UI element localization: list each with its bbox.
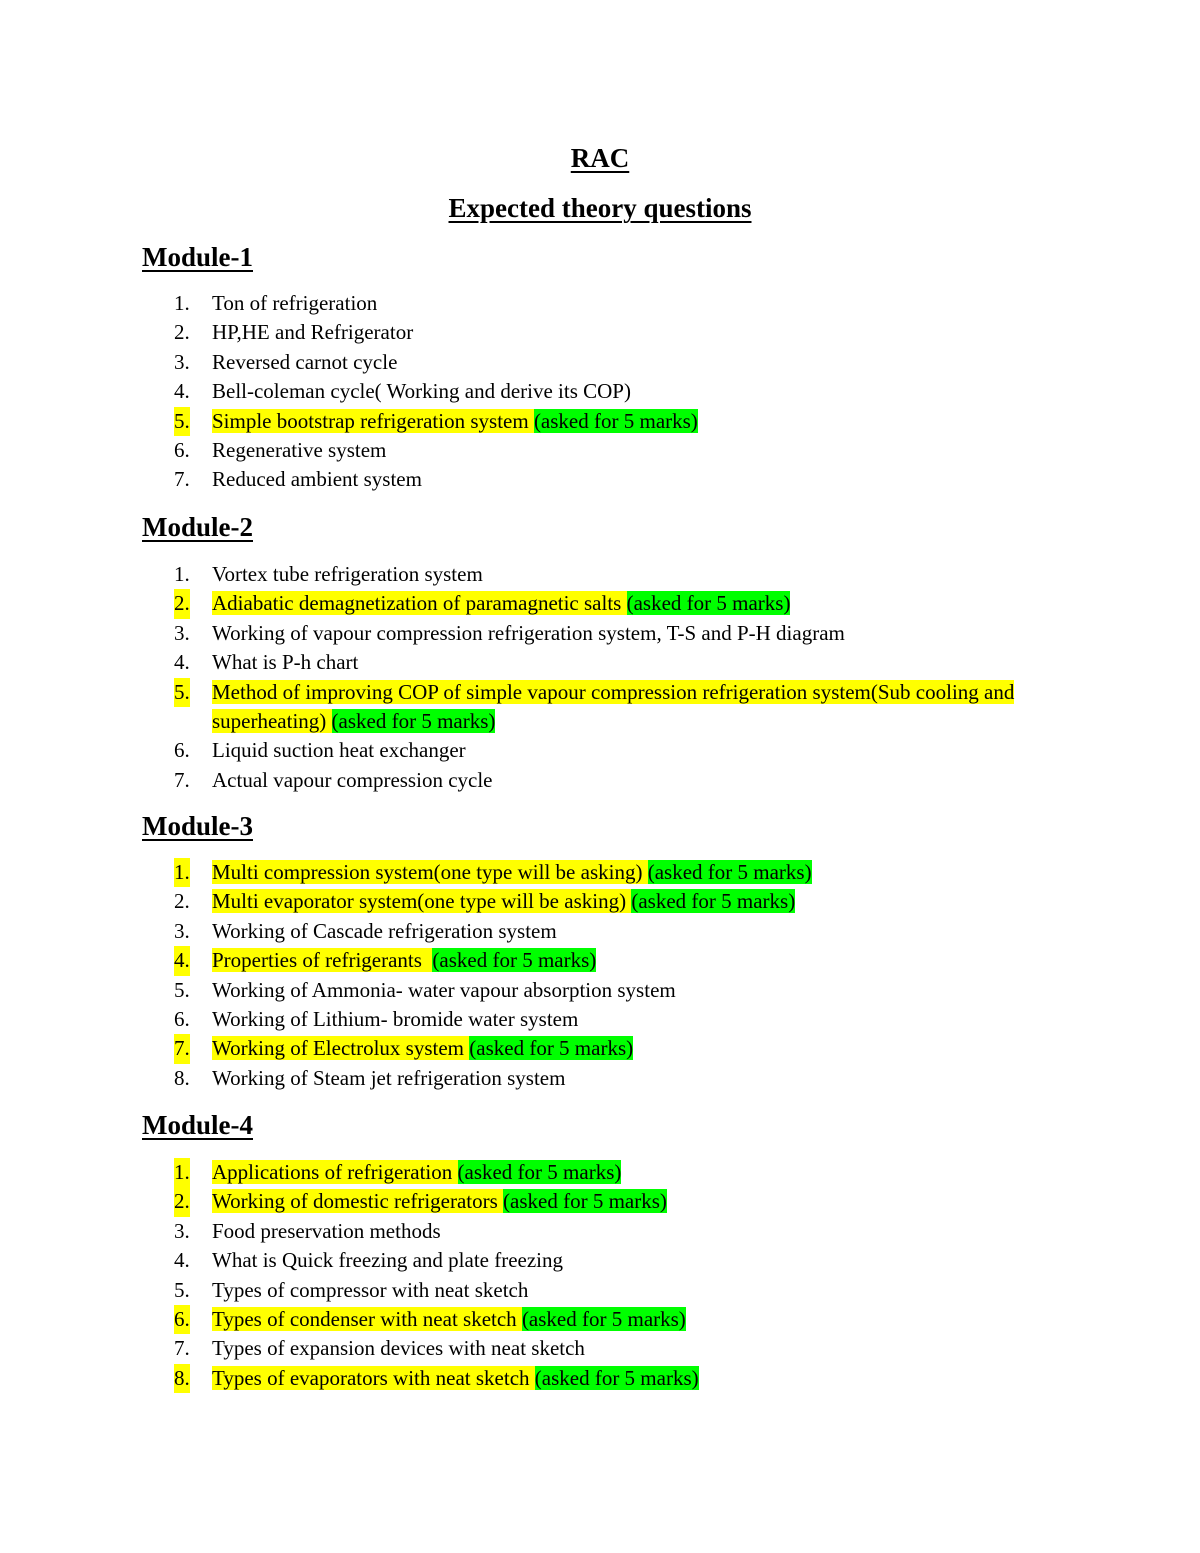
question-text: Working of domestic refrigerators (asked for 5 marks) (212, 1189, 667, 1214)
question-text: Working of vapour compression refrigeration system, T-S and P-H diagram (212, 620, 845, 645)
question-number: 6. (174, 1305, 190, 1334)
marks-tag: (asked for 5 marks) (457, 1160, 622, 1184)
question-number: 6. (174, 437, 190, 462)
question-text: Working of Steam jet refrigeration system (212, 1065, 566, 1090)
question-text: HP,HE and Refrigerator (212, 320, 414, 345)
question-text: Food preservation methods (212, 1218, 441, 1243)
marks-tag: (asked for 5 marks) (534, 1365, 699, 1390)
document-title: RAC (570, 143, 630, 173)
question-item (0, 1005, 1200, 1034)
question-item (0, 348, 1200, 377)
marks-tag: (asked for 5 marks) (469, 1036, 634, 1061)
question-number: 4. (174, 946, 190, 975)
question-number: 6. (174, 738, 190, 763)
question-text: Multi compression system(one type will be asking) (asked for 5 marks) (212, 860, 812, 884)
question-text: Multi evaporator system(one type will be asking) (asked for 5 marks) (212, 889, 796, 914)
question-item (0, 289, 1200, 318)
question-item (0, 318, 1200, 347)
question-item (0, 736, 1200, 765)
question-text: Simple bootstrap refrigeration system (asked for 5 marks) (212, 408, 698, 433)
question-item-highlighted (0, 1305, 1200, 1334)
question-text: Ton of refrigeration (212, 291, 378, 315)
question-item (0, 917, 1200, 946)
question-text: Reduced ambient system (212, 467, 422, 492)
module-3-list (0, 858, 1200, 1093)
question-number: 3. (174, 620, 190, 645)
question-text: Regenerative system (212, 437, 387, 462)
question-number: 3. (174, 1218, 190, 1243)
question-number: 6. (174, 1006, 190, 1031)
marks-tag: (asked for 5 marks) (647, 860, 812, 884)
document-subtitle: Expected theory questions (448, 193, 752, 223)
marks-tag: (asked for 5 marks) (432, 948, 597, 973)
question-text: Reversed carnot cycle (212, 349, 398, 374)
question-text: Types of condenser with neat sketch (asked for 5 marks) (212, 1306, 686, 1331)
question-text: Types of expansion devices with neat sketch (212, 1336, 585, 1361)
question-number: 1. (174, 1158, 190, 1187)
question-item-highlighted (0, 1364, 1200, 1393)
module-3-heading: Module-3 (142, 811, 253, 841)
question-item (0, 377, 1200, 406)
question-number: 1. (174, 562, 190, 586)
module-4-list (0, 1158, 1200, 1393)
module-2-heading: Module-2 (142, 512, 253, 542)
question-item-highlighted (0, 1034, 1200, 1063)
question-number: 5. (174, 1277, 190, 1302)
question-number: 8. (174, 1065, 190, 1090)
question-text: Working of Ammonia- water vapour absorption system (212, 977, 676, 1002)
module-2-list (0, 560, 1200, 795)
question-item-highlighted (0, 1158, 1200, 1187)
question-item (0, 436, 1200, 465)
question-item-highlighted (0, 678, 1200, 737)
question-item-highlighted (0, 407, 1200, 436)
question-text: Properties of refrigerants (asked for 5 marks) (212, 948, 597, 973)
question-text: Vortex tube refrigeration system (212, 562, 483, 586)
question-item (0, 766, 1200, 795)
question-number: 5. (174, 977, 190, 1002)
question-number: 2. (174, 889, 190, 914)
question-number: 5. (174, 678, 190, 707)
question-text: Types of evaporators with neat sketch (asked for 5 marks) (212, 1365, 699, 1390)
question-text: Liquid suction heat exchanger (212, 738, 466, 763)
question-text: Working of Cascade refrigeration system (212, 918, 557, 943)
question-text: Applications of refrigeration (asked for 5 marks) (212, 1160, 622, 1184)
marks-tag: (asked for 5 marks) (503, 1189, 667, 1214)
module-1-list (0, 289, 1200, 495)
question-number: 3. (174, 918, 190, 943)
question-number: 4. (174, 650, 190, 675)
module-1-heading: Module-1 (142, 242, 253, 272)
marks-tag: (asked for 5 marks) (521, 1306, 686, 1331)
question-item (0, 648, 1200, 677)
marks-tag: (asked for 5 marks) (331, 708, 496, 733)
question-number: 4. (174, 1248, 190, 1273)
question-text: What is P-h chart (212, 650, 359, 675)
question-item-highlighted (0, 1187, 1200, 1216)
question-number: 1. (174, 291, 190, 315)
question-number: 2. (174, 320, 190, 345)
question-number: 2. (174, 1187, 190, 1216)
question-number: 7. (174, 1336, 190, 1361)
question-item-highlighted (0, 858, 1200, 887)
question-text: Actual vapour compression cycle (212, 767, 493, 792)
marks-tag: (asked for 5 marks) (631, 889, 796, 914)
marks-tag: (asked for 5 marks) (533, 408, 698, 433)
question-number: 7. (174, 767, 190, 792)
question-number: 8. (174, 1364, 190, 1393)
question-item (0, 1217, 1200, 1246)
question-item (0, 619, 1200, 648)
question-number: 7. (174, 467, 190, 492)
question-item (0, 1064, 1200, 1093)
question-number: 4. (174, 379, 190, 404)
question-item (0, 465, 1200, 494)
question-item-highlighted (0, 887, 1200, 916)
question-number: 7. (174, 1034, 190, 1063)
question-text: Types of compressor with neat sketch (212, 1277, 529, 1302)
question-text: Adiabatic demagnetization of paramagnetic salts (asked for 5 marks) (212, 591, 791, 616)
question-text: What is Quick freezing and plate freezing (212, 1248, 564, 1273)
question-number: 2. (174, 589, 190, 618)
question-text: Bell-coleman cycle( Working and derive its COP) (212, 379, 631, 404)
question-number: 3. (174, 349, 190, 374)
question-item-highlighted (0, 589, 1200, 618)
question-item (0, 1334, 1200, 1363)
question-item (0, 560, 1200, 589)
question-number: 1. (174, 858, 190, 887)
question-text: Working of Electrolux system (asked for 5 marks) (212, 1036, 634, 1061)
question-item (0, 1276, 1200, 1305)
question-text: Working of Lithium- bromide water system (212, 1006, 579, 1031)
question-number: 5. (174, 407, 190, 436)
module-4-heading: Module-4 (142, 1110, 253, 1140)
question-item (0, 976, 1200, 1005)
marks-tag: (asked for 5 marks) (626, 591, 791, 616)
question-text: Method of improving COP of simple vapour compression refrigeration system(Sub cooling and superheating) (asked for 5 marks) (212, 679, 1015, 733)
question-item (0, 1246, 1200, 1275)
question-item-highlighted (0, 946, 1200, 975)
